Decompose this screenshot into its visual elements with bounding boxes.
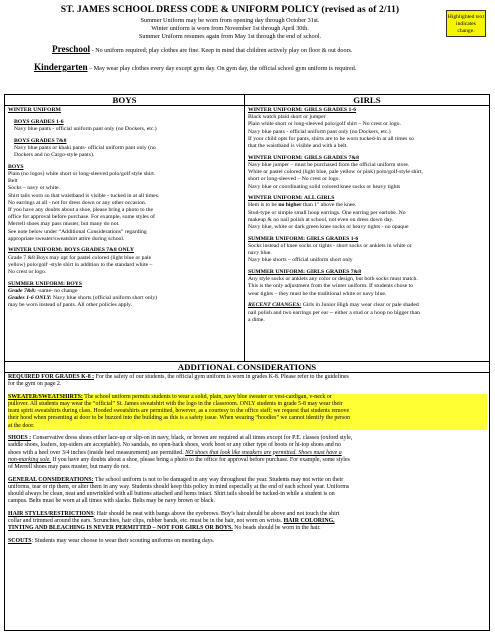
girls-summer-1-6-text: Navy blue shorts – official uniform short only xyxy=(248,257,353,264)
hair-text: No beads should be worn in the hair. xyxy=(234,525,321,532)
general-text: uniforms, tear or rip them, or alter them in any way. Students should keep this policy in mind especially at the end of each school year. Uniforms xyxy=(8,483,350,490)
girls-summer-1-6-heading: SUMMER UNIFORM: GIRLS GRADES 1-6 xyxy=(248,235,359,242)
boys-summer-1-6-label: Grades 1-6 ONLY: xyxy=(8,295,52,302)
boys-rule: office for approval before purchase. For example, some styles of xyxy=(8,214,155,221)
kindergarten-label: Kindergarten xyxy=(34,62,88,72)
shoes-text: shoes with a heel over 3/4 inches (inside heel measurement) are permitted. xyxy=(8,449,184,456)
boys-summer-note: may be worn instead of pants. All other policies apply. xyxy=(8,302,132,309)
recent-changes-text: a dime. xyxy=(248,316,265,323)
scouts-label: SCOUTS xyxy=(8,537,32,544)
general-text: should always be clean, neat and unwrinkled with all buttons attached and hems intact. Shirt tails should be tucked-in while a student is on xyxy=(8,491,335,498)
girls-winter-7-8-text: short or long-sleeved – No crest or logo. xyxy=(248,176,340,183)
boys-grades-1-6-text: Navy blue pants - official uniform pant only (no Dockers, etc.) xyxy=(14,125,157,132)
page-title: ST. JAMES SCHOOL DRESS CODE & UNIFORM POLICY (revised as of 2/11) xyxy=(60,4,400,15)
all-girls-winter-heading: WINTER UNIFORM: ALL GIRLS xyxy=(248,195,335,202)
girls-summer-7-8-heading: SUMMER UNIFORM: GIRLS GRADES 7&8 xyxy=(248,269,362,276)
boys-rule: See note below under “Additional Considerations” regarding xyxy=(8,228,147,235)
preschool-label: Preschool xyxy=(52,44,91,54)
additional-considerations-header: ADDITIONAL CONSIDERATIONS xyxy=(5,361,489,373)
boys-summer-7-8-text: -same- no change xyxy=(37,287,78,294)
recent-changes-text: Girls in Junior High may wear clear or pale shaded xyxy=(302,302,419,309)
girls-column xyxy=(248,107,488,324)
girls-summer-1-6-text: navy blue. xyxy=(248,250,272,257)
column-header-row xyxy=(5,95,489,106)
girls-winter-7-8-heading: WINTER UNIFORM: GIRLS GRADES 7&8 xyxy=(248,154,359,161)
girls-winter-1-6-text: that the waistband is visible and with a belt. xyxy=(248,143,348,150)
shoes-text: If you have any doubts about a shoe, please bring a photo to the office for approval before purchase. For example, some styles xyxy=(52,456,350,463)
boys-rule: appropriate sweater/sweatshirt attire during school. xyxy=(8,235,125,242)
required-label: REQUIRED FOR GRADES K-8 : xyxy=(8,374,95,380)
summer-resume-line: Summer Uniform resumes again from May 1st through the end of school. xyxy=(138,33,322,40)
sweater-label: SWEATER/SWEATSHIRTS: xyxy=(8,393,83,400)
girls-winter-1-6-text: Black watch plaid skort or jumper xyxy=(248,114,326,121)
girls-winter-7-8-text: White or pastel colored (light blue, pale yellow or pink) polo/golf-style shirt, xyxy=(248,169,423,176)
boys-rule: Belt xyxy=(8,178,18,185)
sweater-text: team spirit sweatshirts during class. Hooded sweatshirts are permitted, however, as a courtesy to the office staff; we request that students remove xyxy=(8,408,350,415)
required-gym-para xyxy=(8,374,487,389)
winter-uniform-heading: WINTER UNIFORM xyxy=(8,107,61,113)
shoes-text: Conservative dress shoes either lace-up or slip-on in navy, black, or brown are required at all times except for P.E. classes (oxford style, xyxy=(32,435,353,442)
hem-rule-text: than 1" above the knee. xyxy=(303,202,357,209)
boys-header: BOYS xyxy=(112,95,137,105)
column-divider xyxy=(244,95,245,362)
hair-text: : Hair should be neat with bangs above the eyebrows. Boy’s hair should be above and not touch the shirt xyxy=(93,510,340,517)
shoes-label: SHOES : xyxy=(8,435,32,442)
boys-grades-1-6-heading: BOYS GRADES 1-6 xyxy=(14,118,64,125)
boys-rule: Merrell shoes may pass muster, but many do not. xyxy=(8,221,120,228)
scouts-text: : Students may wear choose to wear their scouting uniforms on meeting days. xyxy=(31,537,215,544)
girls-winter-rule: Stud-type or simple small hoop earrings. One earring per earlobe. No xyxy=(248,209,406,216)
girls-summer-7-8-text: Any style socks or anklets any color or design, but both socks must match. xyxy=(248,276,418,283)
girls-winter-1-6-text: Navy blue pants - official uniform pant only (no Dockers, etc.) xyxy=(248,128,391,135)
boys-winter-7-8-heading: WINTER UNIFORM: BOYS GRADES 7&8 ONLY xyxy=(8,247,135,254)
girls-summer-7-8-text: wear tights – they must be the traditional white or navy blue. xyxy=(248,290,387,297)
sweater-text: The school uniform permits students to wear a solid, plain, navy blue sweater or vest-cardigan, v-neck or xyxy=(84,393,332,400)
hair-text: collar and trimmed around the ears. Scrunchies, hair clips, rubber bands, etc. must be in the hair, not worn on wrists. xyxy=(8,518,283,525)
shoes-text: of Merrell shoes may pass muster, but many do not. xyxy=(8,464,130,471)
required-text: For the safety of our students, the official gym uniform is worn in grades K-8. Please refer to the guidelines xyxy=(95,374,349,380)
additional-considerations xyxy=(8,374,487,550)
hair-para xyxy=(8,511,487,533)
uniform-table xyxy=(4,94,490,631)
boys-winter-7-8-text: Grade 7 &8 Boys may opt for pastel colored (light blue or pale xyxy=(8,254,152,261)
hair-label: HAIR STYLES/RESTRICTIONS xyxy=(8,510,94,517)
boys-rule: Shirt tails worn so that waistband is visible - tucked in at all times. xyxy=(8,192,160,199)
shoes-emphasis: non-marking sole. xyxy=(8,456,51,463)
sweater-text: their hood when presenting at door to be buzzed into the building as this is a safety issue. When wearing “hoodies” we cannot identify the person xyxy=(8,415,351,422)
scouts-para xyxy=(8,538,487,545)
boys-column xyxy=(8,107,242,310)
girls-winter-7-8-text: Navy blue or coordinating solid colored knee socks or heavy tights xyxy=(248,183,401,190)
girls-summer-7-8-text: This is the only adjustment from the winter uniform. If students chose to xyxy=(248,283,414,290)
boys-summer-heading: SUMMER UNIFORM: BOYS xyxy=(8,280,82,287)
boys-rule: If you have any doubts about a shoe, please bring a photo to the xyxy=(8,206,153,213)
preschool-line xyxy=(52,44,495,54)
boys-grades-7-8-text: Dockers and no Cargo-style pants). xyxy=(14,152,95,159)
boys-heading: BOYS xyxy=(8,163,24,170)
recent-changes-text: nail polish and two earrings per ear -- either a stud or a hoop no bigger than xyxy=(248,309,420,316)
boys-rule: Plain (no logos) white short or long-sleeved polo/golf style shirt. xyxy=(8,170,156,177)
girls-header: GIRLS xyxy=(353,95,381,105)
hem-rule-emphasis: no higher xyxy=(278,202,302,209)
preschool-text: - No uniform required; play clothes are fine. Keep in mind that children actively play on floor & out doors. xyxy=(91,48,353,54)
kindergarten-text: – May wear play clothes every day except gym day. On gym day, the official school gym uniform is required. xyxy=(89,66,357,72)
general-text: campus. Belts must be worn at all times with slacks. Belts may be navy brown or black. xyxy=(8,498,215,505)
girls-summer-1-6-text: Socks instead of knee socks or tights - short socks or anklets in white or xyxy=(248,242,412,249)
girls-winter-rule: Navy blue, white or dark green knee socks or heavy tights - no opaque xyxy=(248,224,409,231)
summer-start-line: Summer Uniform may be worn from opening day through October 31st. xyxy=(140,17,320,24)
shoes-para xyxy=(8,435,487,471)
boys-rule: Socks – navy or white. xyxy=(8,185,60,192)
recent-changes xyxy=(248,302,488,309)
sweater-para xyxy=(8,394,487,430)
boys-grades-7-8-text: Navy blue pants or khaki pants- official uniform pant only (no xyxy=(14,144,156,151)
general-para xyxy=(8,477,487,506)
general-text: The school uniform is not to be damaged in any way throughout the year. Students may not write on their xyxy=(94,476,344,483)
sweater-text: pullover. All students may wear the “official” St. James sweatshirt with the logo in the classroom. ONLY students in grade 5-8 may wear their xyxy=(8,400,343,407)
boys-grades-7-8-heading: BOYS GRADES 7&8 xyxy=(14,137,67,144)
sweater-text: at the door. xyxy=(8,422,35,429)
girls-winter-1-6-heading: WINTER UNIFORM: GIRLS GRADES 1-6 xyxy=(248,107,357,113)
boys-summer-1-6-text: Navy blue shorts (official uniform short only) xyxy=(52,295,158,302)
shoes-emphasis: NO shoes that look like sneakers are permitted. Shoes must have a xyxy=(185,449,342,456)
girls-winter-1-6-text: If your child opts for pants, shirts are to be worn tucked-in at all times so xyxy=(248,135,414,142)
boys-winter-7-8-text: No crest or logo. xyxy=(8,269,47,276)
required-text: for the gym on page 2. xyxy=(8,381,62,388)
highlight-note: Highlighted text indicates change. xyxy=(446,10,486,37)
hair-emphasis: HAIR COLORING, xyxy=(283,518,335,525)
shoes-text: saddle shoes, loafers, top-siders are acceptable). No sandals, no open-back shoes, work boot or any other type of boots or hi-top shoes and no xyxy=(8,442,342,449)
general-label: GENERAL CONSIDERATIONS: xyxy=(8,476,94,483)
boys-summer-7-8-label: Grade 7&8: xyxy=(8,287,36,294)
hem-rule xyxy=(248,202,488,209)
kindergarten-line xyxy=(34,62,495,72)
hem-rule-text: Hem is to be xyxy=(248,202,277,209)
winter-line: Winter uniform is worn from November 1st through April 30th. xyxy=(151,25,309,32)
boys-winter-7-8-text: yellow) polo/golf -style shirt in addition to the standard white – xyxy=(8,261,153,268)
hair-emphasis: TINTING AND BLEACHING IS NEVER PERMITTED – NOT FOR GIRLS OR BOYS. xyxy=(8,525,233,532)
recent-changes-label: RECENT CHANGES: xyxy=(248,302,302,309)
girls-winter-rule: makeup & no nail polish at school, not even on dress down day. xyxy=(248,216,394,223)
girls-winter-7-8-text: Navy blue jumper – must be purchased from the official uniform store. xyxy=(248,161,410,168)
girls-winter-1-6-text: Plain white short or long-sleeved polo/golf shirt – No crest or logo. xyxy=(248,121,401,128)
boys-rule: No earrings at all - not for dress down or any other occasion. xyxy=(8,199,147,206)
